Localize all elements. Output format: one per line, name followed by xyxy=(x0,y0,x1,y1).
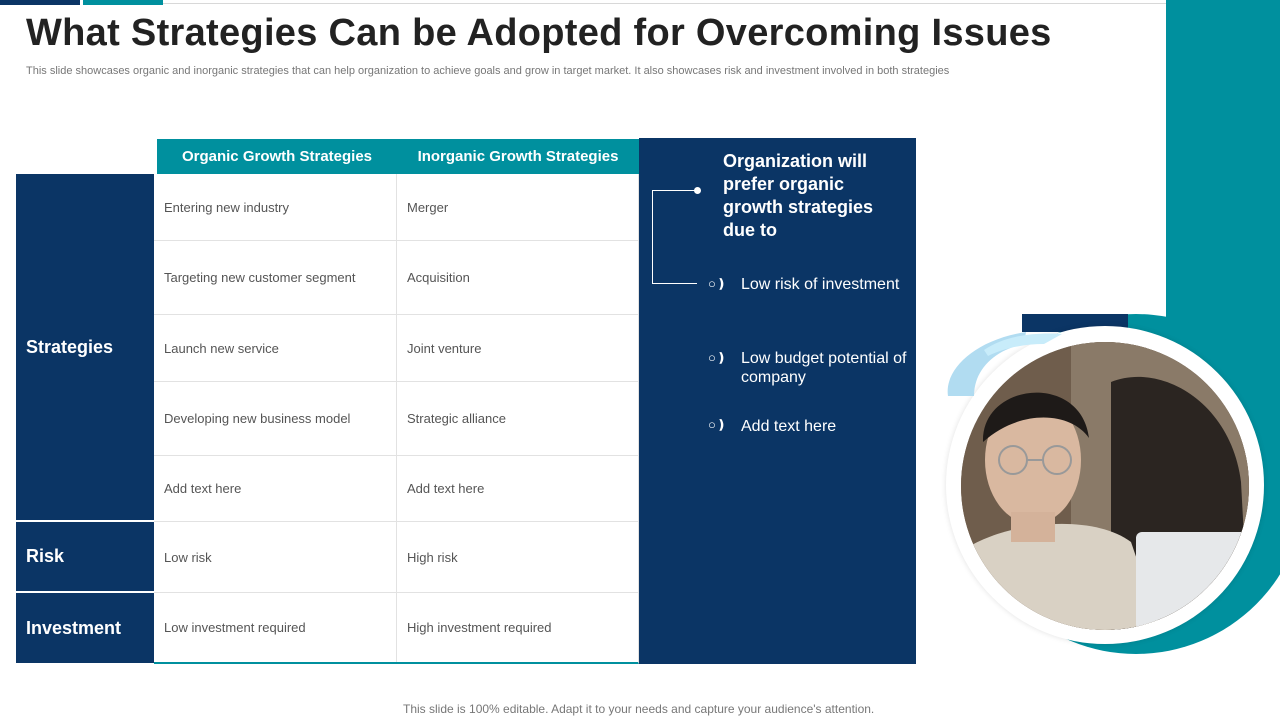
slide-title: What Strategies Can be Adopted for Overcoming Issues xyxy=(26,12,1052,54)
table-cell-organic: Add text here xyxy=(154,456,397,522)
bullet-ring-icon: ○❫ xyxy=(708,417,727,432)
table-cell-inorganic: High risk xyxy=(397,522,639,593)
panel-bullet-text: Low budget potential of company xyxy=(741,350,907,386)
table-cell-organic: Low risk xyxy=(154,522,397,593)
bullet-ring-icon: ○❫ xyxy=(708,350,727,365)
row-label-risk: Risk xyxy=(16,522,154,591)
table-cell-organic: Targeting new customer segment xyxy=(154,241,397,315)
panel-bullet-text: Add text here xyxy=(741,418,837,435)
table-cell-inorganic: Add text here xyxy=(397,456,639,522)
table-cell-inorganic: High investment required xyxy=(407,620,552,635)
connector-line xyxy=(652,190,697,284)
person-photo xyxy=(961,342,1249,630)
person-photo-illustration xyxy=(961,342,1249,630)
top-divider-line xyxy=(163,3,1166,4)
header-organic-growth: Organic Growth Strategies xyxy=(157,139,397,174)
table-cell-organic: Entering new industry xyxy=(154,174,397,241)
table-cell-inorganic: Acquisition xyxy=(397,241,639,315)
table-cell-organic: Developing new business model xyxy=(154,382,397,456)
top-accent-bar-teal xyxy=(83,0,163,5)
row-label-strategies: Strategies xyxy=(16,174,154,520)
table-cell-inorganic: Merger xyxy=(397,174,639,241)
bullet-ring-icon: ○❫ xyxy=(708,276,727,291)
table-cell-organic: Launch new service xyxy=(154,315,397,382)
strategy-table-grid xyxy=(154,174,639,664)
row-label-investment: Investment xyxy=(16,593,154,663)
table-cell-organic: Low investment required xyxy=(154,593,397,662)
slide-footer: This slide is 100% editable. Adapt it to your needs and capture your audience's attention. xyxy=(403,702,875,716)
table-cell-inorganic: Strategic alliance xyxy=(397,382,639,456)
organic-preference-panel xyxy=(639,138,916,664)
header-inorganic-growth: Inorganic Growth Strategies xyxy=(397,139,639,174)
top-accent-bar-navy xyxy=(0,0,80,5)
panel-bullet-text: Low risk of investment xyxy=(741,276,900,293)
panel-title: Organization will prefer organic growth strategies due to xyxy=(723,151,874,240)
table-cell-inorganic: Joint venture xyxy=(397,315,639,382)
slide-subtitle: This slide showcases organic and inorganic strategies that can help organization to achieve goals and grow in target market. It also showcases risk and investment involved in both strategies xyxy=(26,65,950,77)
